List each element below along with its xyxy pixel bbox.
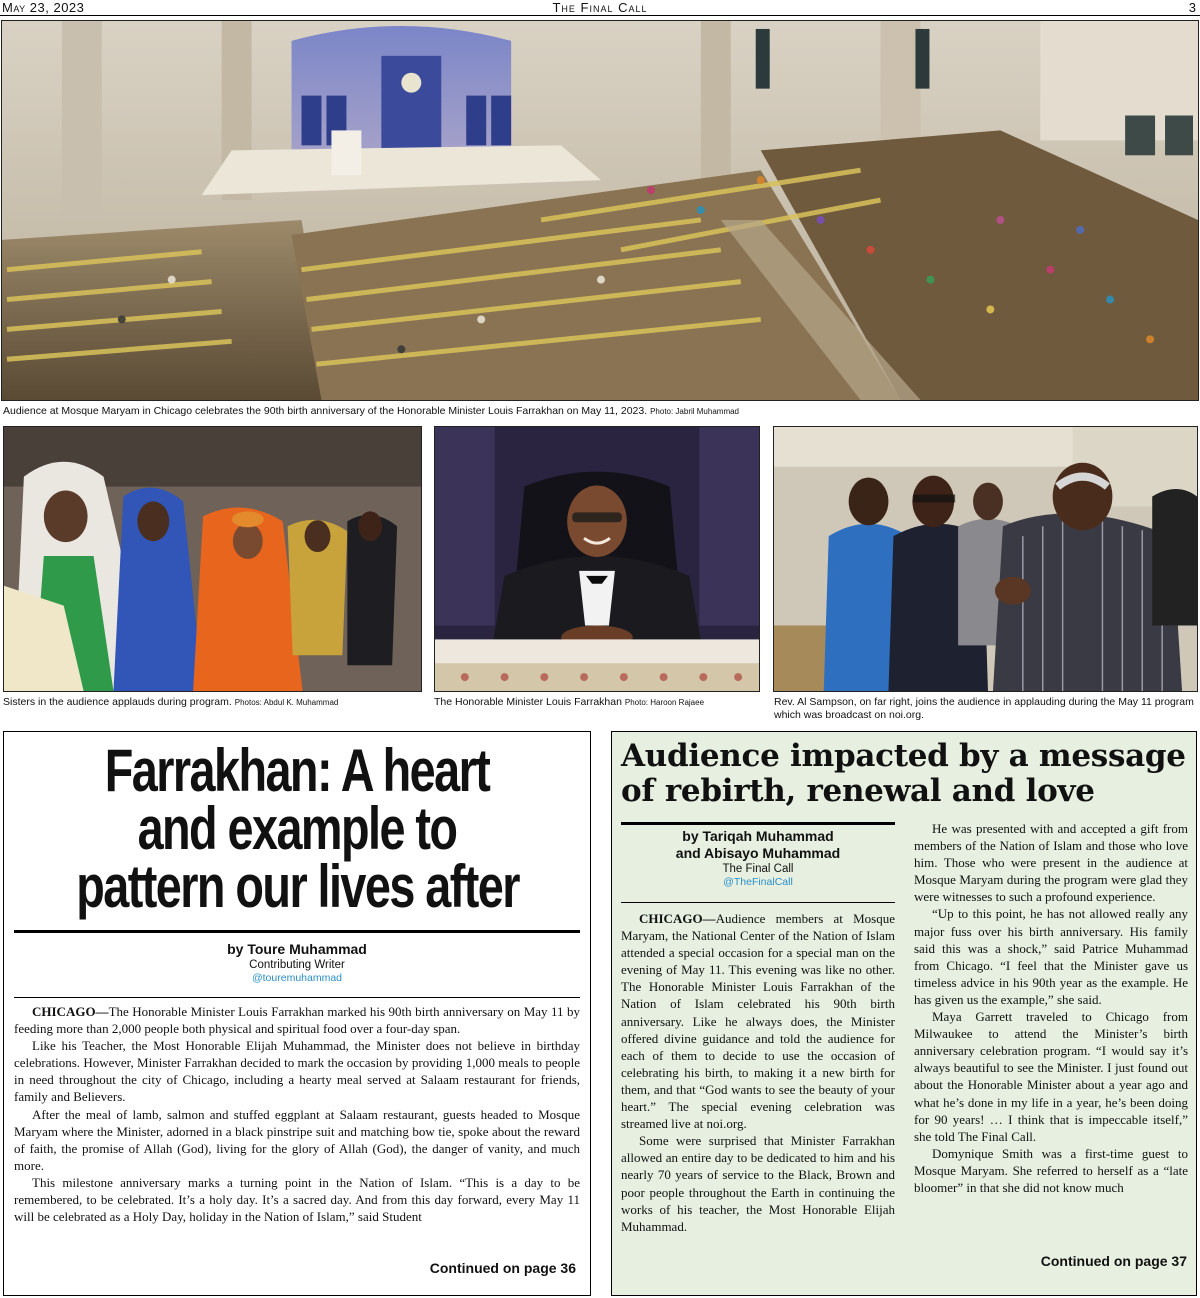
minister-caption-text: The Honorable Minister Louis Farrakhan [434,696,622,708]
page-number: 3 [1188,0,1196,15]
article-right-col1 [621,910,895,1235]
author-role: Contributing Writer [249,959,345,971]
article-right-headline [621,739,1191,809]
masthead [0,0,1200,16]
sampson-caption-line2: which was broadcast on noi.org. [774,709,924,721]
main-caption-text: Audience at Mosque Maryam in Chicago celebrates the 90th birth anniversary of the Honorable Minister Louis Farrakhan on May 11, 2023. [3,405,648,417]
article-paragraph: Like his Teacher, the Most Honorable Elijah Muhammad, the Minister does not believe in birthday celebrations. However, Minister Farrakhan decided to mark the occasion by providing 1,000 meals to people in need throughout the city of Chicago, including a hearty meal served at Salaam restaurant for friends, family and Believers. [14,1038,580,1105]
article-audience-impacted [611,731,1197,1296]
headline-line: Farrakhan: A heart [104,737,490,804]
byline-rule-top [621,822,895,825]
sisters-photo-caption [3,696,423,709]
sisters-photo [3,426,422,692]
article-paragraph: After the meal of lamb, salmon and stuffed eggplant at Salaam restaurant, guests headed to Mosque Maryam where the Minister, adorned in a black pinstripe suit and matching bow tie, spoke about the reward of faith, the promise of Allah (God), living for the glory of Allah (God), the danger of vanity, and much more. [14,1106,580,1173]
headline-line: of rebirth, renewal and love [621,773,1095,809]
author-handle: @TheFinalCall [723,876,793,888]
sisters-caption-text: Sisters in the audience applauds during program. [3,696,232,708]
headline-line: pattern our lives after [76,853,519,920]
article-paragraph: This milestone anniversary marks a turning point in the Nation of Islam. “This is a day to be remembered, to be celebrated. It’s a holy day. It’s a sacred day. And from this day forward, every May 11 will be celebrated as a Holy Day, holiday in the Nation of Islam,” said Student [14,1174,580,1225]
article-paragraph: Maya Garrett traveled to Chicago from Milwaukee to attend the Minister’s birth anniversary celebration program. “I would say it’s always beautiful to see the Minister. I just found out about the Honorable Minister about a year ago and what he’s done in my life in a year, he’s been doing for 90 years! … I think that is impeccable itself,” she told The Final Call. [914,1009,1188,1144]
author-name: by Toure Muhammad [227,941,367,957]
main-photo-credit: Photo: Jabril Muhammad [650,407,740,416]
article-farrakhan-heart [3,731,591,1296]
headline-line: and example to [137,795,457,862]
sisters-photo-credit: Photos: Abdul K. Muhammad [234,698,339,707]
continued-on-page-link[interactable]: Continued on page 36 [429,1260,576,1276]
minister-photo-caption [434,696,764,709]
article-paragraph: CHICAGO—Audience members at Mosque Maryam, the National Center of the Nation of Islam attended a special occasion for a special man on the evening of May 11. This evening was like no other. The Honorable Minister Louis Farrakhan of the Nation of Islam celebrated his 90th birth anniversary. Like he always does, the Minister offered divine guidance and told the audience for each of them to decide to use the occasion of celebrating his birth, to making it a new birth for them, and that “God wants to see the beauty of your heart.” The special evening celebration was streamed live at noi.org. [621,911,895,1132]
main-photo-caption [3,405,1197,418]
article-paragraph: Some were surprised that Minister Farrakhan allowed an entire day to be dedicated to him and his nearly 70 years of service to the Black, Brown and poor people throughout the Earth in continuing the works of his teacher, the Most Honorable Elijah Muhammad. [621,1133,895,1234]
article-paragraph: Domynique Smith was a first-time guest to Mosque Maryam. She referred to herself as a “late bloomer” in that she did not know much [914,1145,1188,1195]
article-left-headline [76,737,519,920]
article-left-byline [14,941,580,985]
newspaper-name: The Final Call [552,0,648,15]
continued-on-page-link[interactable]: Continued on page 37 [1040,1253,1187,1269]
minister-photo [434,426,760,692]
article-right-byline [621,828,895,889]
author-names-line2: and Abisayo Muhammad [675,845,841,861]
main-photo-mosque-interior [1,20,1199,401]
byline-rule-bottom [621,902,895,903]
author-names-line1: by Tariqah Muhammad [682,828,834,844]
author-role: The Final Call [722,863,794,875]
byline-rule [14,997,580,998]
article-paragraph: CHICAGO—The Honorable Minister Louis Farrakhan marked his 90th birth anniversary on May 11 by feeding more than 2,000 people both physical and spiritual food over a four-day span. [14,1004,580,1037]
headline-rule [14,930,580,933]
article-paragraph: “Up to this point, he has not allowed really any major fuss over his birth anniversary. His family said this was a shock,” said Patrice Muhammad from Chicago. “I feel that the Minister gave us timeless advice in his 90th year as the example. He has given us the example,” she said. [914,906,1188,1007]
article-left-body [14,1003,580,1225]
author-handle: @touremuhammad [251,972,343,984]
issue-date: May 23, 2023 [2,0,85,15]
sampson-photo [773,426,1198,692]
sampson-photo-caption [774,696,1198,722]
article-right-col2 [914,820,1188,1196]
dateline: CHICAGO— [32,1004,109,1019]
headline-line: Audience impacted by a message [621,738,1186,774]
article-paragraph: He was presented with and accepted a gift from members of the Nation of Islam and those who love him. Those who were present in the audience at Mosque Maryam during the program were glad they were witnesses to such a profound experience. [914,821,1188,905]
sampson-caption-line1: Rev. Al Sampson, on far right, joins the audience in applauding during the May 11 program [774,696,1194,708]
dateline: CHICAGO— [639,911,716,926]
minister-photo-credit: Photo: Haroon Rajaee [624,698,705,707]
